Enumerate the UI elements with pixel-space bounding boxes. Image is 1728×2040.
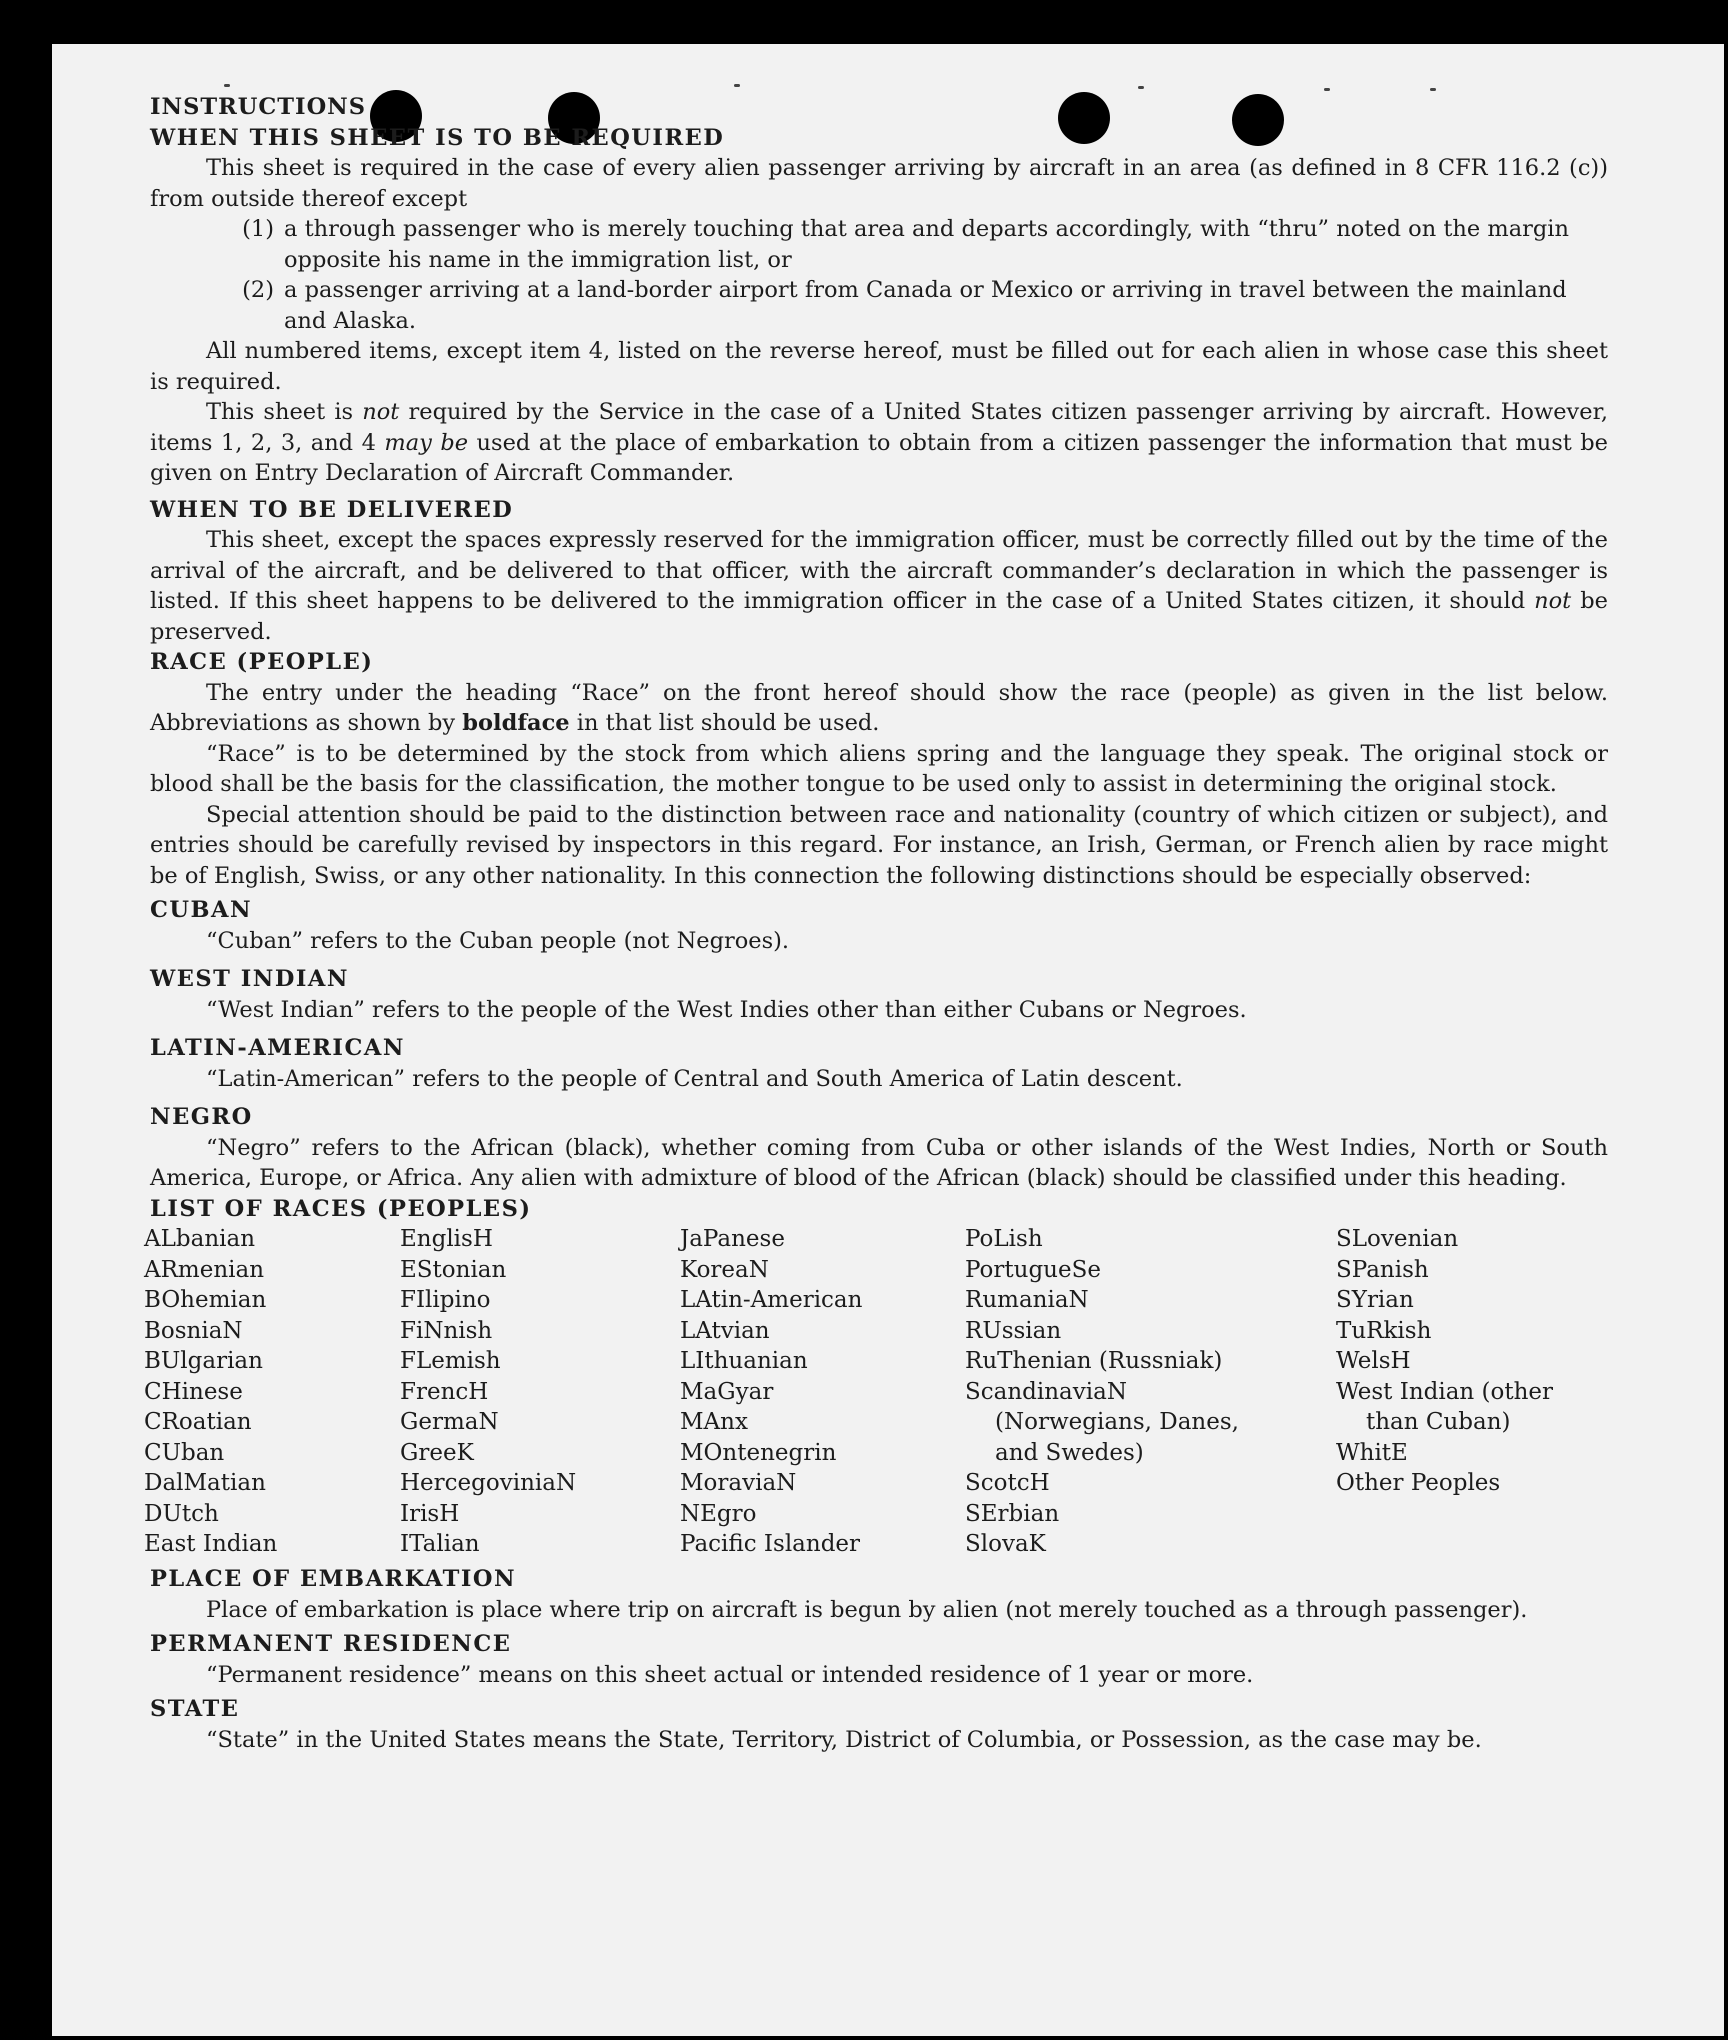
item-number: (1) <box>242 216 274 242</box>
item-text: a passenger arriving at a land-border airport from Canada or Mexico or arriving in travel between the mainland and Alaska. <box>284 277 1567 334</box>
section-heading-cuban: CUBAN <box>150 897 253 923</box>
race-item: LAtin-American <box>680 1287 863 1313</box>
race-item: ScandinaviaN (Norwegians, Danes, and Swedes) <box>965 1378 1239 1466</box>
race-item: CHinese <box>144 1378 243 1405</box>
page-title: INSTRUCTIONS <box>150 94 366 120</box>
numbered-item <box>150 214 1608 275</box>
item-text: a through passenger who is merely touching that area and departs accordingly, with “thru” noted on the margin opposite his name in the immigration list, or <box>284 216 1569 273</box>
race-item: SYrian <box>1336 1287 1414 1313</box>
race-item: SlovaK <box>965 1531 1046 1557</box>
race-column-1 <box>144 1224 384 1560</box>
race-item: Other Peoples <box>1336 1470 1501 1496</box>
race-item: East Indian <box>144 1531 278 1557</box>
paragraph: This sheet is not required by the Service in the case of a United States citizen passenger arriving by aircraft. However, items 1, 2, 3, and 4 may be used at the place of embarkation to obtain from a citizen passenger the information that must be given on Entry Declaration of Aircraft Commander. <box>150 399 1608 486</box>
race-item: KoreaN <box>680 1256 769 1283</box>
race-item: WelsH <box>1336 1348 1411 1374</box>
race-item: FiNnish <box>400 1317 493 1344</box>
ink-speck <box>734 84 740 87</box>
race-item: JaPanese <box>680 1226 785 1252</box>
race-item: ScotcH <box>965 1470 1050 1496</box>
race-item: TuRkish <box>1336 1317 1432 1344</box>
section-heading-race: RACE (PEOPLE) <box>150 649 374 675</box>
definition-latin-american: “Latin-American” refers to the people of Central and South America of Latin descent. <box>206 1065 1183 1092</box>
race-item: BosniaN <box>144 1317 243 1344</box>
race-item: MoraviaN <box>680 1470 797 1496</box>
race-item: WhitE <box>1336 1439 1408 1466</box>
race-item: FrencH <box>400 1378 489 1405</box>
ink-speck <box>1324 88 1330 91</box>
section-heading-state: STATE <box>150 1696 240 1722</box>
definition-state: “State” in the United States means the State, Territory, District of Columbia, or Possession, as the case may be. <box>206 1726 1482 1753</box>
race-column-2 <box>400 1224 650 1560</box>
race-item: GermaN <box>400 1409 499 1435</box>
race-item: ITalian <box>400 1531 480 1557</box>
paragraph: Special attention should be paid to the distinction between race and nationality (country of which citizen or subject), and entries should be carefully revised by inspectors in this regard. For instance, an Irish, German, or French alien by race might be of English, Swiss, or any other nationality. In this connection the following distinctions should be especially observed: <box>150 801 1608 889</box>
definition-embarkation: Place of embarkation is place where trip on aircraft is begun by alien (not merely touched as a through passenger). <box>206 1596 1528 1623</box>
race-item: NEgro <box>680 1500 757 1527</box>
race-item: DalMatian <box>144 1470 266 1496</box>
instructions-content <box>144 92 1608 1755</box>
race-item: RuThenian (Russniak) <box>965 1348 1223 1374</box>
race-item: Pacific Islander <box>680 1531 861 1557</box>
race-item: ARmenian <box>144 1256 265 1283</box>
race-item: SLovenian <box>1336 1226 1459 1252</box>
section-heading-residence: PERMANENT RESIDENCE <box>150 1631 512 1657</box>
section-heading-latin-american: LATIN-AMERICAN <box>150 1035 405 1061</box>
section-heading-required: WHEN THIS SHEET IS TO BE REQUIRED <box>150 124 725 151</box>
race-item: BUlgarian <box>144 1348 263 1374</box>
section-heading-delivered: WHEN TO BE DELIVERED <box>150 496 514 523</box>
numbered-item <box>150 275 1608 336</box>
race-item: ALbanian <box>144 1226 256 1252</box>
race-item: PoLish <box>965 1226 1043 1252</box>
race-item: SPanish <box>1336 1256 1429 1283</box>
race-item: PortugueSe <box>965 1256 1101 1283</box>
paragraph: This sheet, except the spaces expressly reserved for the immigration officer, must be correctly filled out by the time of the arrival of the aircraft, and be delivered to that officer, with the aircraft commander’s declaration in which the passenger is listed. If this sheet happens to be delivered to the immigration officer in the case of a United States citizen, it should not be preserved. <box>150 527 1608 645</box>
race-item: LAtvian <box>680 1317 770 1344</box>
paragraph: All numbered items, except item 4, listed on the reverse hereof, must be filled out for each alien in whose case this sheet is required. <box>150 338 1608 395</box>
race-column-4 <box>965 1224 1295 1560</box>
definition-west-indian: “West Indian” refers to the people of the West Indies other than either Cubans or Negroes. <box>206 996 1247 1023</box>
ink-speck <box>224 84 230 87</box>
race-item: HercegoviniaN <box>400 1470 577 1496</box>
race-item: FLemish <box>400 1348 501 1374</box>
race-item: FIlipino <box>400 1287 491 1313</box>
race-item: CRoatian <box>144 1409 252 1435</box>
race-item: EStonian <box>400 1256 507 1283</box>
ink-speck <box>1138 86 1144 89</box>
definition-residence: “Permanent residence” means on this sheet actual or intended residence of 1 year or more. <box>206 1661 1254 1688</box>
race-item: RUssian <box>965 1317 1062 1344</box>
definition-cuban: “Cuban” refers to the Cuban people (not Negroes). <box>206 927 790 954</box>
ink-speck <box>1430 88 1436 91</box>
section-heading-negro: NEGRO <box>150 1104 253 1130</box>
section-heading-embarkation: PLACE OF EMBARKATION <box>150 1566 517 1592</box>
race-item: IrisH <box>400 1500 460 1527</box>
paragraph: “Race” is to be determined by the stock from which aliens spring and the language they speak. The original stock or blood shall be the basis for the classification, the mother tongue to be used only to assist in determining the original stock. <box>150 740 1608 797</box>
paragraph: The entry under the heading “Race” on the front hereof should show the race (people) as given in the list below. Abbreviations as shown by boldface in that list should be used. <box>150 679 1608 736</box>
race-item: EnglisH <box>400 1226 493 1252</box>
section-heading-west-indian: WEST INDIAN <box>150 966 349 992</box>
race-item: SErbian <box>965 1500 1060 1527</box>
race-item: MAnx <box>680 1409 748 1435</box>
definition-negro: “Negro” refers to the African (black), whether coming from Cuba or other islands of the West Indies, North or South America, Europe, or Africa. Any alien with admixture of blood of the African (black) should be classified under this heading. <box>150 1134 1608 1191</box>
race-item: DUtch <box>144 1500 219 1527</box>
race-item: West Indian (other than Cuban) <box>1336 1378 1554 1435</box>
race-item: CUban <box>144 1439 225 1466</box>
item-number: (2) <box>242 277 274 303</box>
race-item: LIthuanian <box>680 1348 808 1374</box>
paragraph: This sheet is required in the case of every alien passenger arriving by aircraft in an area (as defined in 8 CFR 116.2 (c)) from outside thereof except <box>150 155 1608 212</box>
race-item: MaGyar <box>680 1378 774 1405</box>
section-heading-list-of-races: LIST OF RACES (PEOPLES) <box>150 1195 532 1222</box>
race-item: RumaniaN <box>965 1287 1089 1313</box>
race-list <box>144 1224 1608 1564</box>
race-item: BOhemian <box>144 1287 267 1313</box>
race-column-3 <box>680 1224 950 1560</box>
race-column-5 <box>1336 1224 1608 1499</box>
race-item: MOntenegrin <box>680 1439 837 1466</box>
race-item: GreeK <box>400 1439 474 1466</box>
